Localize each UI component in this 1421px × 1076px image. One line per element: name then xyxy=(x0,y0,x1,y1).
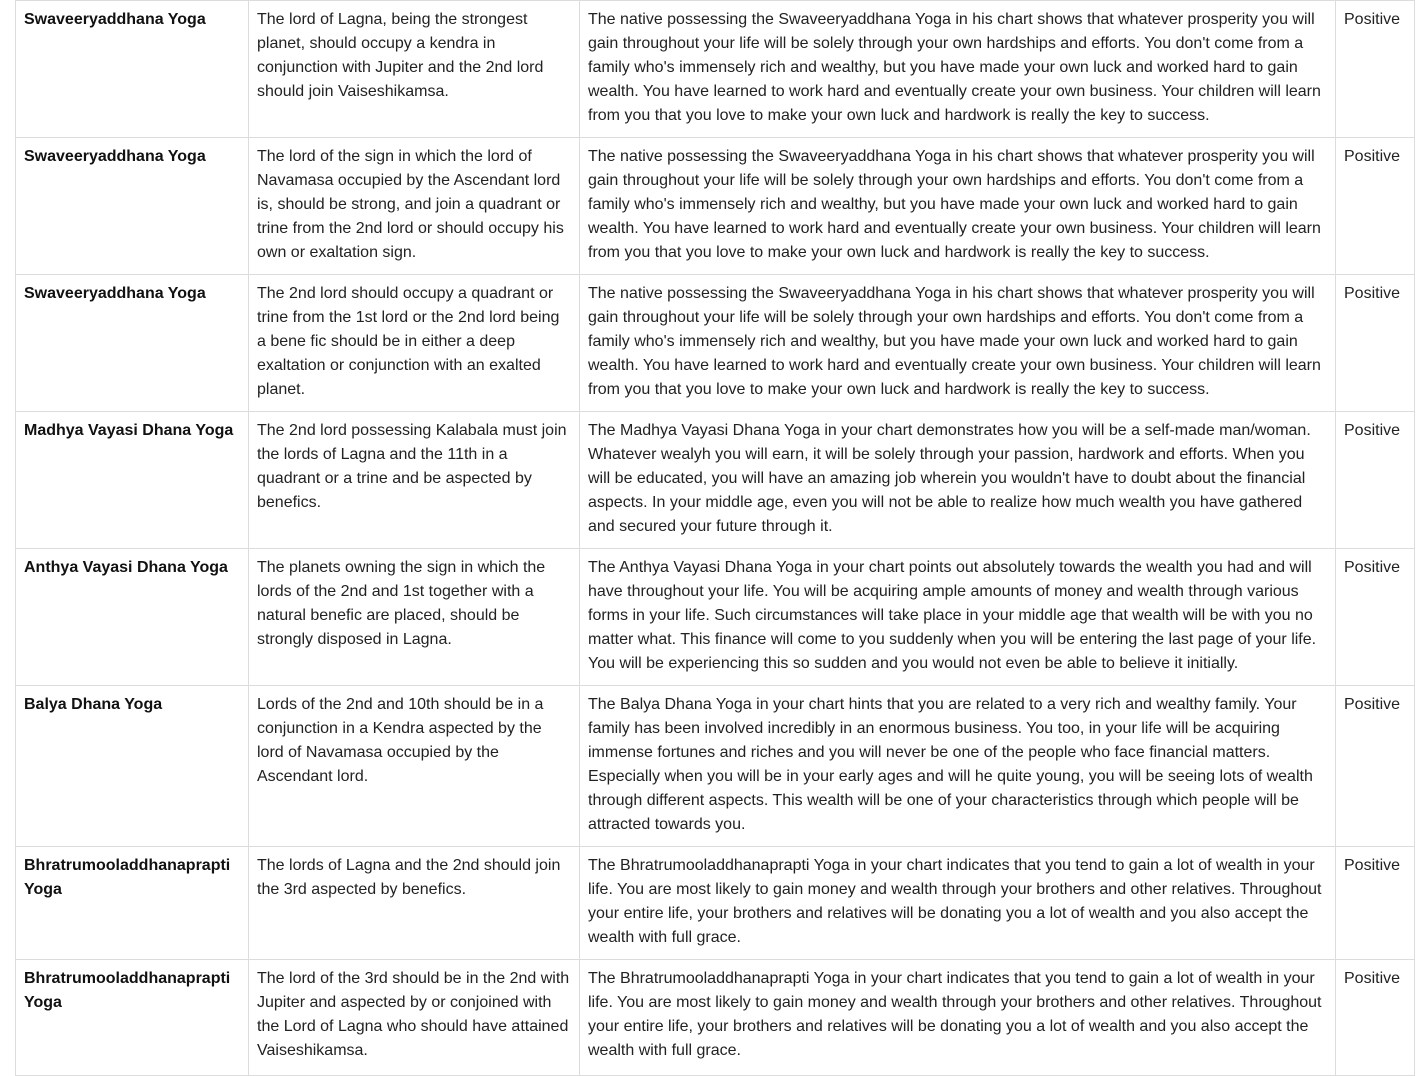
table-row xyxy=(16,549,1415,686)
yoga-nature: Positive xyxy=(1336,275,1415,412)
yoga-name: Swaveeryaddhana Yoga xyxy=(16,275,249,412)
yoga-nature: Positive xyxy=(1336,549,1415,686)
yoga-name: Swaveeryaddhana Yoga xyxy=(16,138,249,275)
table-row xyxy=(16,1,1415,138)
yoga-rule: The planets owning the sign in which the lords of the 2nd and 1st together with a natural benefic are placed, should be strongly disposed in Lagna. xyxy=(249,549,580,686)
table-row xyxy=(16,138,1415,275)
yoga-result: The native possessing the Swaveeryaddhana Yoga in his chart shows that whatever prosperity you will gain throughout your life will be solely through your own hardships and efforts. You don't come from a family who's immensely rich and wealthy, but you have made your own luck and worked hard to gain wealth. You have learned to work hard and eventually create your own business. Your children will learn from you that you love to make your own luck and hardwork is really the key to success. xyxy=(580,1,1336,138)
yoga-name: Bhratrumooladdhanaprapti Yoga xyxy=(16,960,249,1076)
yoga-nature: Positive xyxy=(1336,138,1415,275)
yoga-name: Anthya Vayasi Dhana Yoga xyxy=(16,549,249,686)
yoga-result: The Anthya Vayasi Dhana Yoga in your chart points out absolutely towards the wealth you had and will have throughout your life. You will be acquiring ample amounts of money and wealth through various forms in your life. Such circumstances will take place in your middle age that wealth will be with you no matter what. This finance will come to you suddenly when you will be entering the last page of your life. You will be experiencing this so sudden and you would not even be able to believe it initially. xyxy=(580,549,1336,686)
yoga-nature: Positive xyxy=(1336,412,1415,549)
yoga-name: Swaveeryaddhana Yoga xyxy=(16,1,249,138)
table-row xyxy=(16,412,1415,549)
yoga-result: The native possessing the Swaveeryaddhana Yoga in his chart shows that whatever prosperity you will gain throughout your life will be solely through your own hardships and efforts. You don't come from a family who's immensely rich and wealthy, but you have made your own luck and worked hard to gain wealth. You have learned to work hard and eventually create your own business. Your children will learn from you that you love to make your own luck and hardwork is really the key to success. xyxy=(580,138,1336,275)
yoga-rule: The 2nd lord should occupy a quadrant or trine from the 1st lord or the 2nd lord being a bene fic should be in either a deep exaltation or conjunction with an exalted planet. xyxy=(249,275,580,412)
table-row xyxy=(16,960,1415,1076)
yoga-rule: The lord of the 3rd should be in the 2nd with Jupiter and aspected by or conjoined with the Lord of Lagna who should have attained Vaiseshikamsa. xyxy=(249,960,580,1076)
table-row xyxy=(16,686,1415,847)
yoga-name: Bhratrumooladdhanaprapti Yoga xyxy=(16,847,249,960)
yoga-nature: Positive xyxy=(1336,847,1415,960)
yoga-result: The native possessing the Swaveeryaddhana Yoga in his chart shows that whatever prosperity you will gain throughout your life will be solely through your own hardships and efforts. You don't come from a family who's immensely rich and wealthy, but you have made your own luck and worked hard to gain wealth. You have learned to work hard and eventually create your own business. Your children will learn from you that you love to make your own luck and hardwork is really the key to success. xyxy=(580,275,1336,412)
yoga-table xyxy=(15,0,1415,1076)
yoga-result: The Bhratrumooladdhanaprapti Yoga in your chart indicates that you tend to gain a lot of wealth in your life. You are most likely to gain money and wealth through your brothers and other relatives. Throughout your entire life, your brothers and relatives will be donating you a lot of wealth and you also accept the wealth with full grace. xyxy=(580,960,1336,1076)
yoga-rule: The lord of the sign in which the lord of Navamasa occupied by the Ascendant lord is, should be strong, and join a quadrant or trine from the 2nd lord or should occupy his own or exaltation sign. xyxy=(249,138,580,275)
yoga-result: The Balya Dhana Yoga in your chart hints that you are related to a very rich and wealthy family. Your family has been involved incredibly in an enormous business. You too, in your life will be acquiring immense fortunes and riches and you will never be one of the people who face financial matters. Especially when you will be in your early ages and will he quite young, you will be seeing lots of wealth through different aspects. This wealth will be one of your characteristics through which people will be attracted towards you. xyxy=(580,686,1336,847)
yoga-rule: The lord of Lagna, being the strongest planet, should occupy a kendra in conjunction with Jupiter and the 2nd lord should join Vaiseshikamsa. xyxy=(249,1,580,138)
yoga-name: Madhya Vayasi Dhana Yoga xyxy=(16,412,249,549)
table-row xyxy=(16,847,1415,960)
yoga-rule: Lords of the 2nd and 10th should be in a conjunction in a Kendra aspected by the lord of Navamasa occupied by the Ascendant lord. xyxy=(249,686,580,847)
yoga-result: The Madhya Vayasi Dhana Yoga in your chart demonstrates how you will be a self-made man/woman. Whatever wealyh you will earn, it will be solely through your passion, hardwork and efforts. When you will be educated, you will have an amazing job wherein you wouldn't have to doubt about the financial aspects. In your middle age, even you will not be able to realize how much wealth you have gathered and secured your future through it. xyxy=(580,412,1336,549)
yoga-result: The Bhratrumooladdhanaprapti Yoga in your chart indicates that you tend to gain a lot of wealth in your life. You are most likely to gain money and wealth through your brothers and other relatives. Throughout your entire life, your brothers and relatives will be donating you a lot of wealth and you also accept the wealth with full grace. xyxy=(580,847,1336,960)
yoga-rule: The 2nd lord possessing Kalabala must join the lords of Lagna and the 11th in a quadrant or a trine and be aspected by benefics. xyxy=(249,412,580,549)
yoga-rule: The lords of Lagna and the 2nd should join the 3rd aspected by benefics. xyxy=(249,847,580,960)
yoga-nature: Positive xyxy=(1336,960,1415,1076)
yoga-nature: Positive xyxy=(1336,686,1415,847)
table-row xyxy=(16,275,1415,412)
yoga-name: Balya Dhana Yoga xyxy=(16,686,249,847)
yoga-nature: Positive xyxy=(1336,1,1415,138)
